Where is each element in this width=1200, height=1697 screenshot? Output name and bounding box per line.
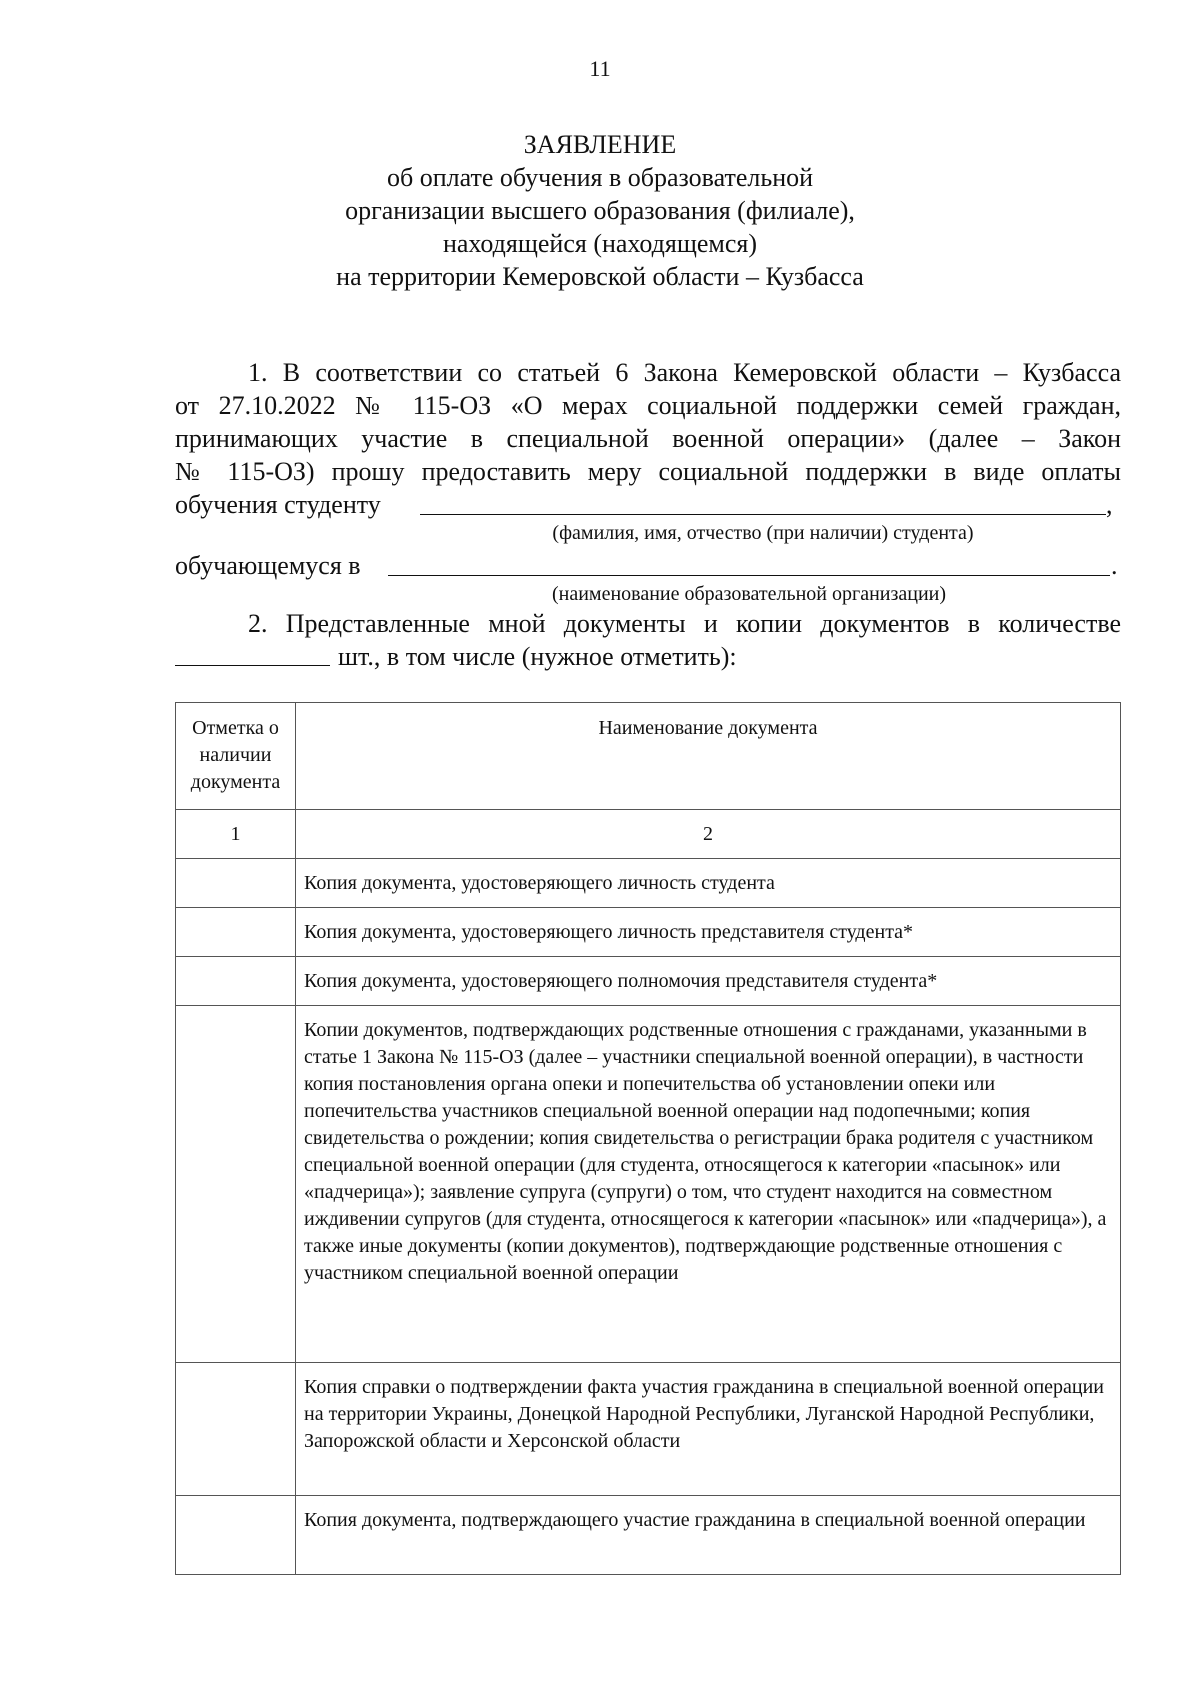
subtitle-line-2: организации высшего образования (филиале), [345,196,855,225]
paragraph2-line-2: шт., в том числе (нужное отметить): [338,642,737,671]
paragraph1-line-4: № 115-ОЗ) прошу предоставить меру социальной поддержки в виде оплаты [175,457,1121,486]
paragraph1-line-1: 1. В соответствии со статьей 6 Закона Кемеровской области – Кузбасса [248,358,1121,387]
table-row [176,908,1121,957]
document-checkbox-cell[interactable] [176,1363,296,1496]
subtitle-line-3: находящейся (находящемся) [442,229,758,258]
org-label: обучающемуся в [175,551,361,580]
student-comma: , [1106,490,1113,519]
col1-number: 1 [176,810,296,859]
student-name-field[interactable] [420,514,1106,515]
col2-number: 2 [296,810,1121,859]
subtitle-line-4: на территории Кемеровской области – Кузбасса [336,262,864,291]
document-name: Копия документа, удостоверяющего личность студента [296,859,1121,908]
document-title: ЗАЯВЛЕНИЕ [523,130,677,159]
document-name: Копия справки о подтверждении факта участия гражданина в специальной военной операции на территории Украины, Донецкой Народной Республики, Луганской Народной Республики, Запорожской области и Херсонской области [296,1363,1121,1496]
paragraph1-line-3: принимающих участие в специальной военной операции» (далее – Закон [175,424,1121,453]
col2-header: Наименование документа [296,703,1121,810]
table-row [176,1363,1121,1496]
document-checkbox-cell[interactable] [176,859,296,908]
subtitle-line-1: об оплате обучения в образовательной [386,163,814,192]
organization-field[interactable] [388,575,1110,576]
document-count-field[interactable] [175,665,330,666]
document-checkbox-cell[interactable] [176,1496,296,1575]
page-number: 11 [589,56,611,81]
paragraph1-line-2: от 27.10.2022 № 115-ОЗ «О мерах социальной поддержки семей граждан, [175,391,1121,420]
document-name: Копия документа, удостоверяющего полномочия представителя студента* [296,957,1121,1006]
document-name: Копия документа, подтверждающего участие гражданина в специальной военной операции [296,1496,1121,1575]
col1-header: Отметка о наличии документа [176,703,296,810]
document-checkbox-cell[interactable] [176,1006,296,1363]
org-period: . [1111,551,1118,580]
document-name: Копии документов, подтверждающих родственные отношения с гражданами, указанными в статье 1 Закона № 115-ОЗ (далее – участники специальной военной операции), в частности копия постановления органа опеки и попечительства об установлении опеки или попечительства участников специальной военной операции над подопечными; копия свидетельства о рождении; копия свидетельства о регистрации брака родителя с участником специальной военной операции (для студента, относящегося к категории «пасынок» или «падчерица»); заявление супруга (супруги) о том, что студент находится на совместном иждивении супругов (для студента, относящегося к категории «пасынок» или «падчерица»), а также иные документы (копии документов), подтверждающие родственные отношения с участником специальной военной операции [296,1006,1121,1363]
table-row [176,1496,1121,1575]
student-label: обучения студенту [175,490,381,519]
document-checkbox-cell[interactable] [176,908,296,957]
student-caption: (фамилия, имя, отчество (при наличии) студента) [552,522,974,544]
documents-table [175,702,1121,1575]
document-name: Копия документа, удостоверяющего личность представителя студента* [296,908,1121,957]
org-caption: (наименование образовательной организации) [551,583,947,605]
table-row [176,957,1121,1006]
table-row [176,1006,1121,1363]
document-checkbox-cell[interactable] [176,957,296,1006]
paragraph2-line-1: 2. Представленные мной документы и копии документов в количестве [248,609,1121,638]
table-row [176,859,1121,908]
